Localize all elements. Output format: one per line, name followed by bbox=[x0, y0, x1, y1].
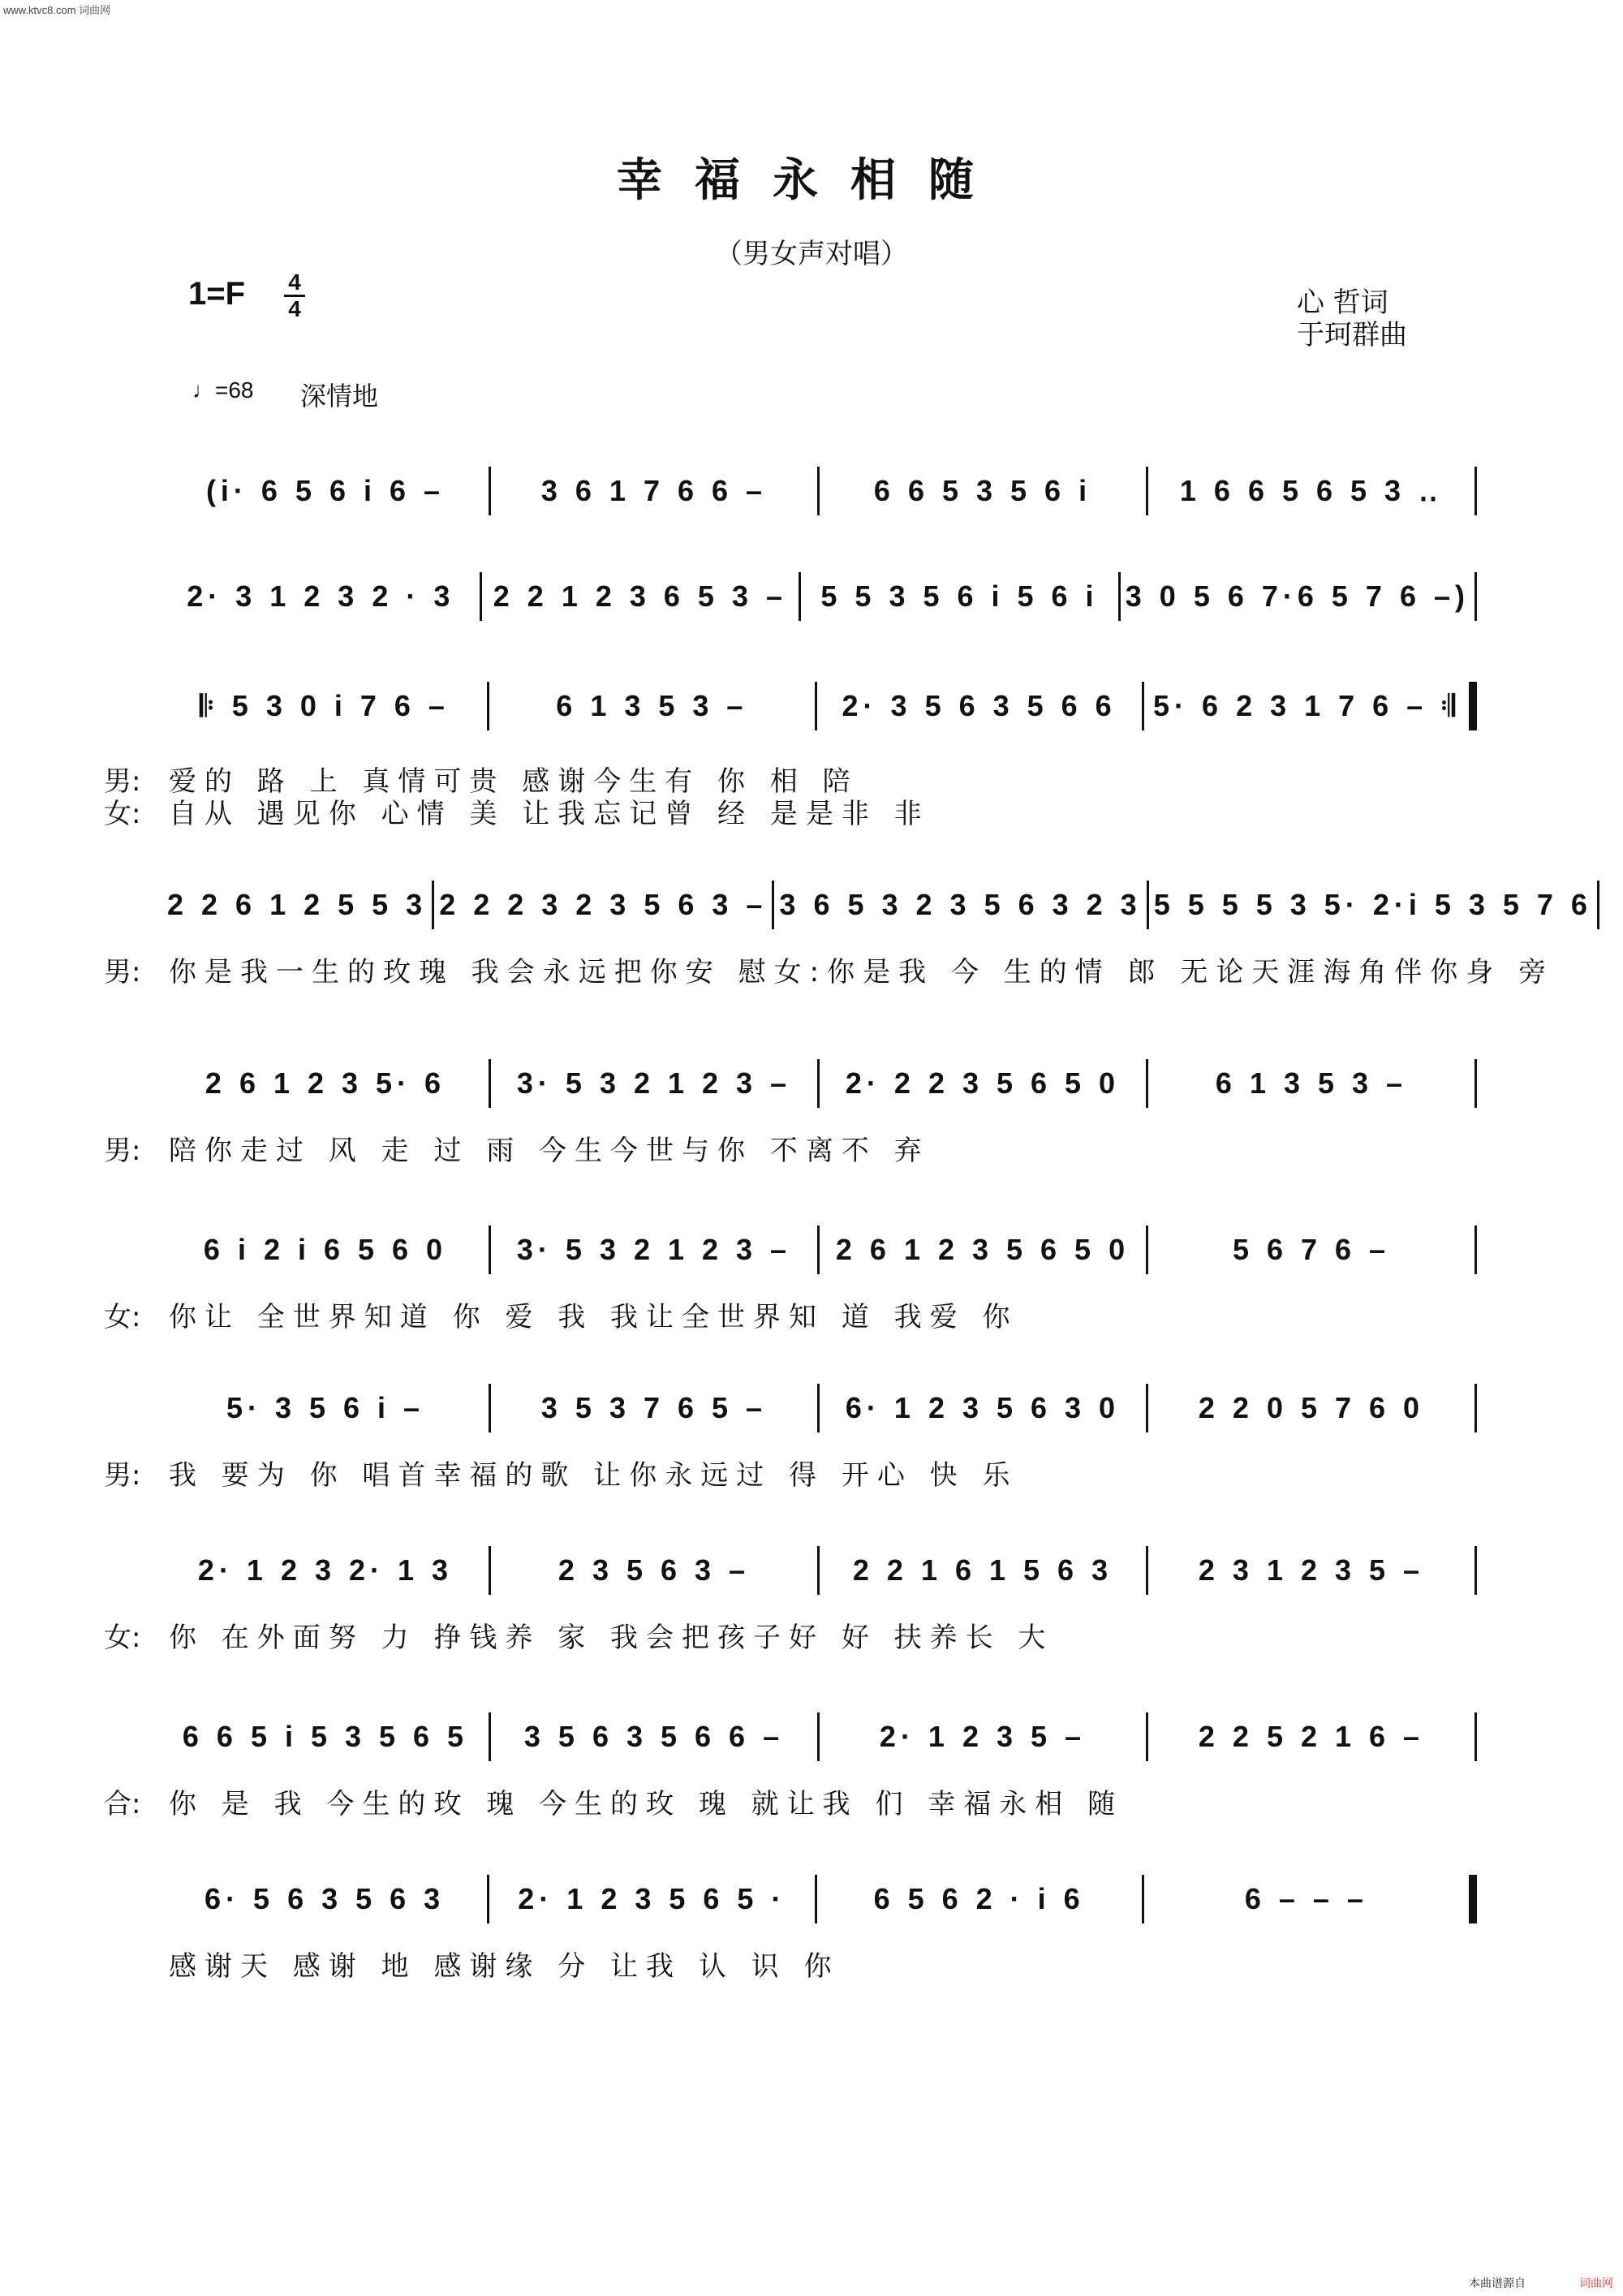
staff-line-8 bbox=[162, 1546, 1477, 1595]
time-signature-bottom: 4 bbox=[288, 296, 301, 321]
singer-label: 男: bbox=[104, 1459, 141, 1492]
singer-label: 女: bbox=[104, 1301, 141, 1333]
staff-line-2 bbox=[162, 572, 1477, 621]
measure: 5· 3 5 6 i – bbox=[226, 1391, 425, 1424]
lyric-text: 你 在外面努 力 挣钱养 家 我会把孩子好 好 扶养长 大 bbox=[169, 1622, 1054, 1654]
staff-line-3 bbox=[162, 682, 1477, 730]
staff-line-4 bbox=[162, 881, 1592, 929]
measure: 3 0 5 6 7·6 5 7 6 –) bbox=[1125, 579, 1470, 613]
expression-marking: 深情地 bbox=[300, 381, 379, 411]
lyric-text: 陪你走过 风 走 过 雨 今生今世与你 不离不 弃 bbox=[169, 1135, 930, 1167]
measure: 2· 2 2 3 5 6 5 0 bbox=[845, 1066, 1121, 1100]
measure: 6 i 2 i 6 5 6 0 bbox=[203, 1233, 448, 1266]
staff-measures bbox=[162, 1384, 1477, 1432]
watermark: www.ktvc8.com 词曲网 bbox=[3, 4, 111, 16]
measure: 3· 5 3 2 1 2 3 – bbox=[516, 1233, 792, 1266]
barline bbox=[1474, 1384, 1477, 1432]
lyric-line bbox=[104, 950, 1555, 989]
staff-line-5 bbox=[162, 1059, 1477, 1108]
measure: 6 – – – bbox=[1244, 1882, 1368, 1915]
measure: 2 3 1 2 3 5 – bbox=[1198, 1553, 1425, 1587]
measure: 2 2 5 2 1 6 – bbox=[1198, 1720, 1425, 1753]
measure: 2 2 0 5 7 6 0 bbox=[1198, 1391, 1425, 1424]
measure: 3 6 5 3 2 3 5 6 3 2 3 bbox=[779, 888, 1142, 921]
measure: 3 5 3 7 6 5 – bbox=[540, 1391, 768, 1424]
measure: 6 1 3 5 3 – bbox=[556, 689, 748, 722]
time-signature-top: 4 bbox=[288, 269, 301, 295]
staff-measures bbox=[162, 682, 1477, 730]
measure: 3· 5 3 2 1 2 3 – bbox=[516, 1066, 792, 1100]
measure: 2 2 1 6 1 5 6 3 bbox=[852, 1553, 1113, 1587]
measure: 2· 3 1 2 3 2 · 3 bbox=[187, 579, 455, 613]
lyric-text: 你是我一生的玫瑰 我会永远把你安 慰女:你是我 今 生的情 郎 无论天涯海角伴你身 旁 bbox=[169, 956, 1555, 989]
song-title: 幸福永相随 bbox=[617, 153, 1006, 207]
lyric-text: 你 是 我 今生的玫 瑰 今生的玫 瑰 就让我 们 幸福永相 随 bbox=[169, 1788, 1124, 1820]
staff-line-10 bbox=[162, 1875, 1477, 1923]
measure: 2 6 1 2 3 5· 6 bbox=[204, 1066, 446, 1100]
lyric-text: 爱的 路 上 真情可贵 感谢今生有 你 相 陪 bbox=[169, 765, 859, 798]
measure: 6· 1 2 3 5 6 3 0 bbox=[845, 1391, 1121, 1424]
staff-line-7 bbox=[162, 1384, 1477, 1432]
measure: 2 2 6 1 2 5 5 3 bbox=[167, 888, 428, 921]
key-signature: 1=F bbox=[188, 276, 246, 312]
lyric-text: 你让 全世界知道 你 爱 我 我让全世界知 道 我爱 你 bbox=[169, 1301, 1018, 1333]
measure: 5 6 7 6 – bbox=[1232, 1233, 1391, 1266]
staff-measures bbox=[162, 467, 1477, 515]
staff-measures bbox=[162, 1712, 1477, 1761]
singer-label: 女: bbox=[104, 1622, 141, 1654]
lyric-line bbox=[104, 1944, 1500, 1984]
measure: 1 6 6 5 6 5 3 ‥ bbox=[1179, 474, 1444, 507]
singer-label: 男: bbox=[104, 765, 141, 798]
measure: 6 6 5 i 5 3 5 6 5 bbox=[182, 1720, 469, 1753]
lyric-line bbox=[104, 1294, 1500, 1334]
singer-label: 合: bbox=[104, 1788, 141, 1820]
measure: 2· 3 5 6 3 5 6 6 bbox=[842, 689, 1117, 722]
staff-measures bbox=[162, 1226, 1477, 1274]
time-signature bbox=[284, 270, 305, 321]
composer-credit: 于珂群曲 bbox=[1297, 319, 1407, 351]
staff-line-6 bbox=[162, 1226, 1477, 1274]
barline bbox=[1474, 1712, 1477, 1761]
measure: 5· 6 2 3 1 7 6 – 𝄇 bbox=[1153, 688, 1460, 722]
lyric-text: 感谢天 感谢 地 感谢缘 分 让我 认 识 你 bbox=[169, 1950, 840, 1983]
staff-measures bbox=[162, 1875, 1477, 1923]
barline bbox=[1474, 467, 1477, 515]
measure: (i· 6 5 6 i 6 – bbox=[205, 474, 446, 507]
footer-source: 本曲谱源自 bbox=[1469, 2277, 1526, 2290]
lyric-line bbox=[104, 1615, 1500, 1655]
staff-line-1 bbox=[162, 467, 1477, 515]
barline bbox=[1469, 682, 1477, 730]
barline bbox=[1469, 1875, 1477, 1923]
staff-measures bbox=[162, 881, 1592, 929]
barline bbox=[1474, 1226, 1477, 1274]
staff-measures bbox=[162, 1059, 1477, 1108]
measure: 6· 5 6 3 5 6 3 bbox=[204, 1882, 446, 1915]
measure: 2· 1 2 3 5 6 5 · bbox=[518, 1882, 786, 1915]
barline bbox=[1474, 1546, 1477, 1595]
lyric-line bbox=[104, 1453, 1500, 1493]
measure: 2 3 5 6 3 – bbox=[558, 1553, 751, 1587]
measure: 5 5 3 5 6 i 5 6 i bbox=[820, 579, 1099, 613]
measure: 𝄆 5 3 0 i 7 6 – bbox=[200, 688, 450, 722]
barline bbox=[1597, 881, 1599, 929]
measure: 6 1 3 5 3 – bbox=[1215, 1066, 1408, 1100]
measure: 5 5 5 5 3 5· 2·i 5 3 5 7 6 bbox=[1153, 888, 1592, 921]
measure: 2 2 2 3 2 3 5 6 3 – bbox=[439, 888, 768, 921]
measure: 2 6 1 2 3 5 6 5 0 bbox=[835, 1233, 1130, 1266]
tempo-marking: ♩=68 bbox=[192, 377, 254, 403]
barline bbox=[1474, 572, 1477, 621]
staff-measures bbox=[162, 572, 1477, 621]
barline bbox=[1474, 1059, 1477, 1108]
measure: 6 6 5 3 5 6 i bbox=[873, 474, 1092, 507]
singer-label: 男: bbox=[104, 956, 141, 989]
lyric-line bbox=[104, 791, 1500, 831]
singer-label: 男: bbox=[104, 1135, 141, 1167]
measure: 3 6 1 7 6 6 – bbox=[540, 474, 768, 507]
lyric-line bbox=[104, 1128, 1500, 1168]
lyric-text: 自从 遇见你 心情 美 让我忘记曾 经 是是非 非 bbox=[169, 798, 930, 830]
staff-measures bbox=[162, 1546, 1477, 1595]
staff-line-9 bbox=[162, 1712, 1477, 1761]
footer-site-logo: 词曲网 bbox=[1579, 2277, 1613, 2290]
measure: 2· 1 2 3 5 – bbox=[879, 1720, 1087, 1753]
measure: 6 5 6 2 · i 6 bbox=[873, 1882, 1085, 1915]
lyric-text: 我 要为 你 唱首幸福的歌 让你永远过 得 开心 快 乐 bbox=[169, 1459, 1018, 1492]
measure: 2 2 1 2 3 6 5 3 – bbox=[493, 579, 787, 613]
lyricist-credit: 心 哲词 bbox=[1297, 286, 1388, 319]
measure: 3 5 6 3 5 6 6 – bbox=[523, 1720, 785, 1753]
measure: 2· 1 2 3 2· 1 3 bbox=[197, 1553, 454, 1587]
song-subtitle: （男女声对唱） bbox=[715, 238, 908, 270]
lyric-line bbox=[104, 1781, 1500, 1821]
singer-label: 女: bbox=[104, 798, 141, 830]
